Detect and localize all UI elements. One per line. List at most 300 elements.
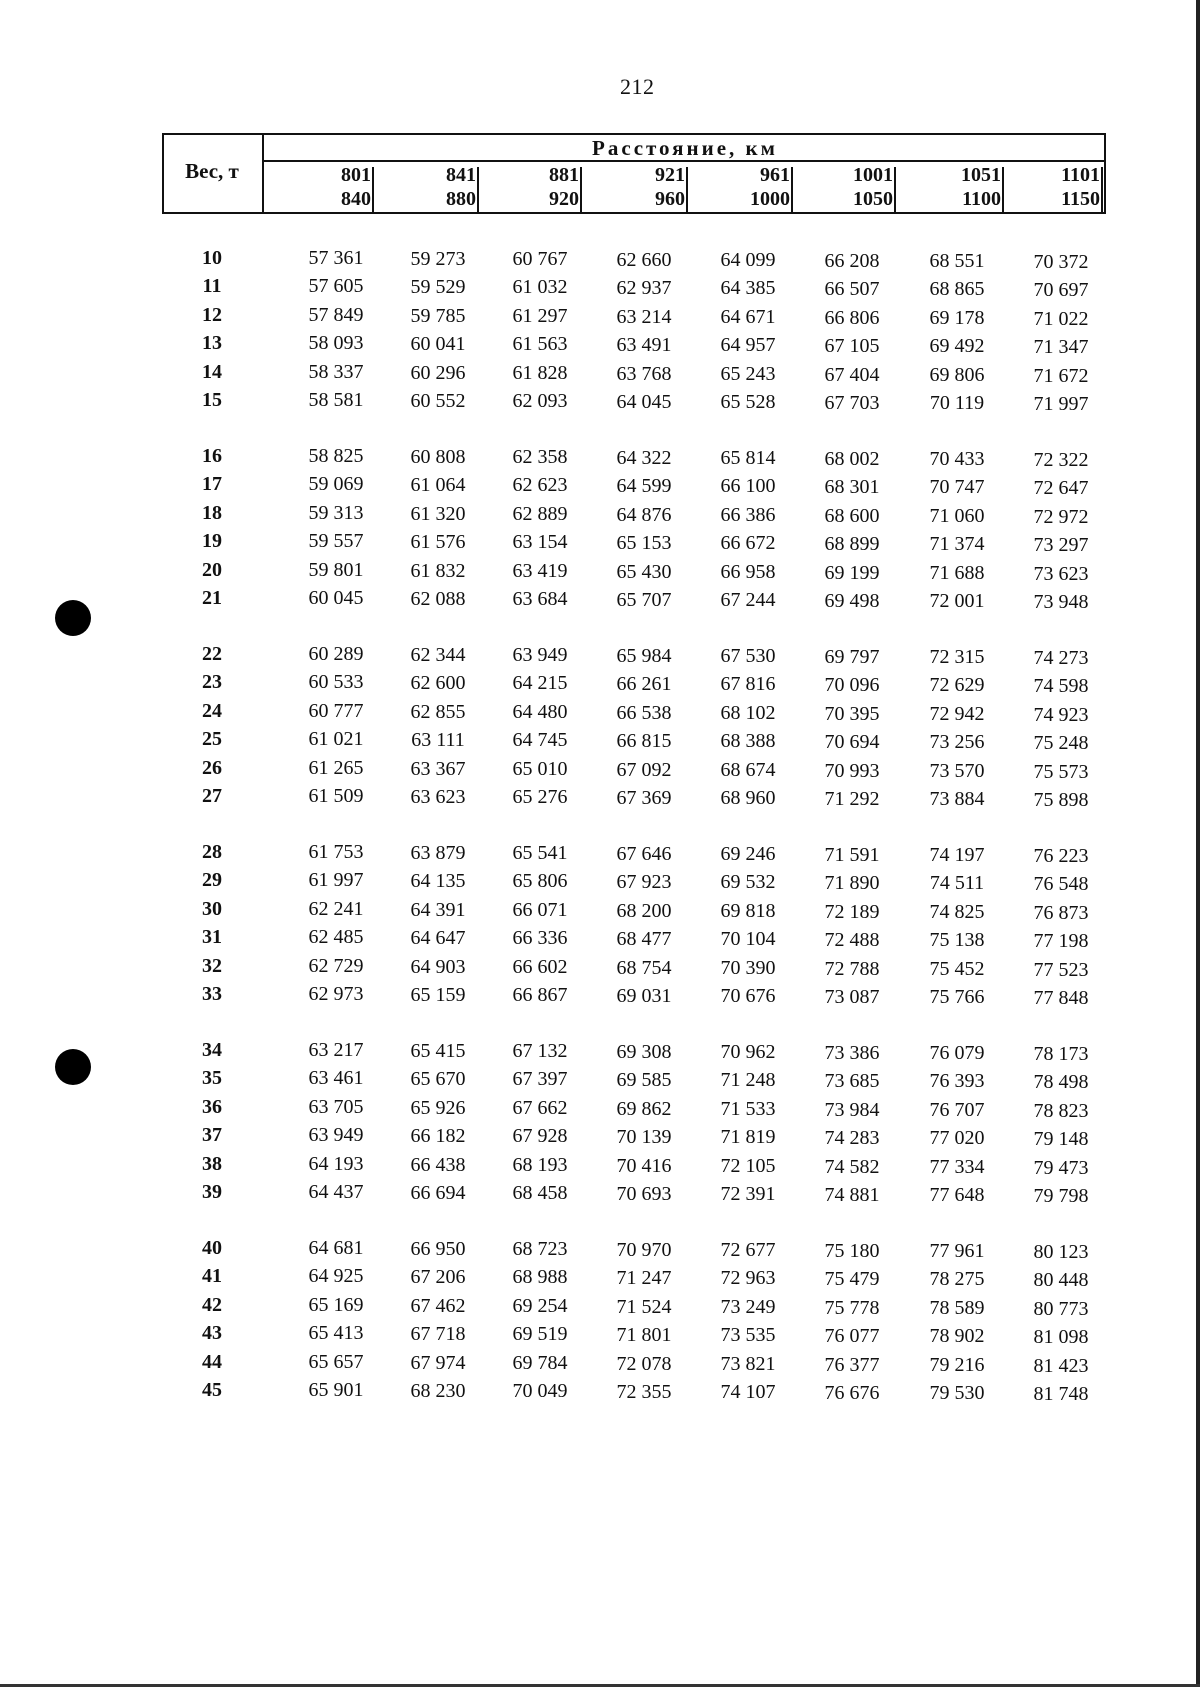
row-group bbox=[162, 1036, 1106, 1234]
tariff-cell: 66 208 bbox=[824, 250, 880, 272]
weight-cell: 16 bbox=[202, 445, 222, 467]
tariff-cell: 63 367 bbox=[410, 757, 466, 780]
tariff-cell: 72 629 bbox=[929, 674, 985, 697]
tariff-cell: 66 182 bbox=[410, 1125, 466, 1148]
tariff-cell: 61 563 bbox=[512, 333, 568, 356]
tariff-cell: 66 386 bbox=[720, 503, 776, 526]
weight-cell: 29 bbox=[202, 869, 222, 892]
distance-range-header bbox=[583, 161, 688, 214]
tariff-cell: 70 962 bbox=[720, 1041, 776, 1063]
table-row bbox=[162, 386, 1106, 414]
tariff-cell: 70 119 bbox=[929, 391, 985, 414]
table-row bbox=[162, 782, 1106, 810]
tariff-cell: 65 707 bbox=[616, 588, 672, 611]
row-group bbox=[162, 1234, 1106, 1432]
tariff-cell: 77 523 bbox=[1033, 958, 1089, 981]
table-row bbox=[162, 640, 1106, 668]
tariff-cell: 75 573 bbox=[1033, 760, 1089, 783]
tariff-cell: 62 660 bbox=[616, 249, 672, 271]
tariff-cell: 64 193 bbox=[308, 1152, 364, 1175]
tariff-cell: 71 997 bbox=[1033, 392, 1089, 415]
tariff-cell: 72 942 bbox=[929, 702, 985, 725]
tariff-cell: 73 821 bbox=[720, 1352, 776, 1375]
tariff-cell: 81 748 bbox=[1033, 1382, 1089, 1405]
tariff-cell: 71 524 bbox=[616, 1295, 672, 1318]
table-row bbox=[162, 697, 1106, 725]
tariff-cell: 67 928 bbox=[512, 1125, 568, 1148]
tariff-cell: 68 960 bbox=[720, 786, 776, 809]
table-row bbox=[162, 499, 1106, 527]
tariff-cell: 69 308 bbox=[616, 1041, 672, 1063]
tariff-cell: 67 923 bbox=[616, 871, 672, 894]
tariff-cell: 61 997 bbox=[308, 869, 364, 892]
range-to: 1100 bbox=[962, 188, 1001, 210]
tariff-cell: 65 243 bbox=[720, 362, 776, 385]
tariff-cell: 63 949 bbox=[308, 1124, 364, 1147]
tariff-cell: 65 901 bbox=[308, 1378, 364, 1401]
tariff-cell: 60 289 bbox=[308, 643, 364, 665]
tariff-cell: 64 437 bbox=[308, 1180, 364, 1203]
tariff-cell: 75 479 bbox=[824, 1268, 880, 1291]
table-row bbox=[162, 1291, 1106, 1319]
table-row bbox=[162, 895, 1106, 923]
tariff-cell: 73 984 bbox=[824, 1098, 880, 1121]
tariff-cell: 65 430 bbox=[616, 560, 672, 583]
tariff-cell: 61 064 bbox=[410, 474, 466, 497]
tariff-cell: 73 386 bbox=[824, 1042, 880, 1064]
tariff-cell: 65 159 bbox=[410, 983, 466, 1006]
range-from: 801 bbox=[341, 164, 371, 186]
tariff-cell: 69 031 bbox=[616, 984, 672, 1007]
tariff-cell: 77 961 bbox=[929, 1240, 985, 1262]
tariff-cell: 59 313 bbox=[308, 501, 364, 524]
tariff-cell: 64 876 bbox=[616, 503, 672, 526]
weight-cell: 14 bbox=[202, 360, 222, 383]
tariff-cell: 66 336 bbox=[512, 927, 568, 950]
tariff-cell: 63 214 bbox=[616, 305, 672, 328]
weight-cell: 11 bbox=[202, 275, 222, 298]
weight-cell: 21 bbox=[202, 586, 222, 609]
tariff-cell: 72 963 bbox=[720, 1267, 776, 1290]
tariff-cell: 66 507 bbox=[824, 278, 880, 301]
tariff-cell: 60 552 bbox=[410, 389, 466, 412]
tariff-cell: 76 393 bbox=[929, 1070, 985, 1093]
tariff-cell: 74 511 bbox=[929, 872, 985, 895]
tariff-cell: 68 193 bbox=[512, 1153, 568, 1176]
tariff-cell: 62 973 bbox=[308, 982, 364, 1005]
weight-cell: 28 bbox=[202, 841, 222, 863]
tariff-cell: 58 825 bbox=[308, 445, 364, 467]
weight-cell: 24 bbox=[202, 699, 222, 722]
tariff-cell: 64 681 bbox=[308, 1237, 364, 1259]
range-from: 921 bbox=[655, 164, 685, 186]
weight-cell: 43 bbox=[202, 1322, 222, 1345]
tariff-cell: 70 993 bbox=[824, 759, 880, 782]
tariff-cell: 63 461 bbox=[308, 1067, 364, 1090]
tariff-cell: 73 535 bbox=[720, 1324, 776, 1347]
tariff-cell: 76 548 bbox=[1033, 873, 1089, 896]
tariff-cell: 65 806 bbox=[512, 870, 568, 893]
tariff-cell: 61 832 bbox=[410, 559, 466, 582]
tariff-cell: 62 358 bbox=[512, 446, 568, 468]
tariff-cell: 69 862 bbox=[616, 1097, 672, 1120]
tariff-cell: 63 217 bbox=[308, 1039, 364, 1061]
tariff-cell: 62 623 bbox=[512, 474, 568, 497]
range-from: 961 bbox=[760, 164, 790, 186]
tariff-cell: 76 377 bbox=[824, 1353, 880, 1376]
table-row bbox=[162, 1121, 1106, 1149]
tariff-cell: 62 241 bbox=[308, 897, 364, 920]
weight-cell: 38 bbox=[202, 1152, 222, 1175]
weight-cell: 17 bbox=[202, 473, 222, 496]
tariff-cell: 81 098 bbox=[1033, 1326, 1089, 1349]
tariff-cell: 71 890 bbox=[824, 872, 880, 895]
tariff-cell: 67 816 bbox=[720, 673, 776, 696]
weight-cell: 34 bbox=[202, 1039, 222, 1061]
tariff-cell: 78 902 bbox=[929, 1325, 985, 1348]
tariff-cell: 68 002 bbox=[824, 448, 880, 470]
tariff-cell: 59 785 bbox=[410, 304, 466, 327]
tariff-cell: 67 369 bbox=[616, 786, 672, 809]
distance-header: Расстояние, км bbox=[592, 136, 778, 160]
tariff-cell: 69 498 bbox=[824, 589, 880, 612]
weight-cell: 39 bbox=[202, 1180, 222, 1203]
tariff-cell: 70 433 bbox=[929, 448, 985, 470]
tariff-cell: 69 806 bbox=[929, 363, 985, 386]
tariff-cell: 72 315 bbox=[929, 646, 985, 668]
tariff-cell: 64 135 bbox=[410, 870, 466, 893]
tariff-cell: 73 256 bbox=[929, 731, 985, 754]
tariff-cell: 76 079 bbox=[929, 1042, 985, 1064]
table-row bbox=[162, 1319, 1106, 1347]
range-from: 1001 bbox=[853, 164, 893, 186]
tariff-cell: 63 684 bbox=[512, 587, 568, 610]
tariff-cell: 66 538 bbox=[616, 701, 672, 724]
range-from: 841 bbox=[446, 164, 476, 186]
tariff-cell: 72 391 bbox=[720, 1182, 776, 1205]
tariff-cell: 72 078 bbox=[616, 1352, 672, 1375]
tariff-cell: 61 828 bbox=[512, 361, 568, 384]
table-row bbox=[162, 442, 1106, 470]
tariff-cell: 78 589 bbox=[929, 1296, 985, 1319]
tariff-cell: 62 344 bbox=[410, 644, 466, 666]
table-row bbox=[162, 556, 1106, 584]
tariff-cell: 61 265 bbox=[308, 756, 364, 779]
tariff-cell: 70 372 bbox=[1033, 251, 1089, 273]
tariff-cell: 77 334 bbox=[929, 1155, 985, 1178]
tariff-cell: 79 148 bbox=[1033, 1128, 1089, 1151]
tariff-cell: 65 528 bbox=[720, 390, 776, 413]
tariff-cell: 63 111 bbox=[411, 729, 465, 752]
tariff-cell: 67 132 bbox=[512, 1040, 568, 1062]
table-row bbox=[162, 668, 1106, 696]
table-row bbox=[162, 980, 1106, 1008]
weight-cell: 23 bbox=[202, 671, 222, 694]
tariff-cell: 70 747 bbox=[929, 476, 985, 499]
table-row bbox=[162, 584, 1106, 612]
weight-cell: 42 bbox=[202, 1293, 222, 1316]
tariff-cell: 74 107 bbox=[720, 1380, 776, 1403]
weight-cell: 20 bbox=[202, 558, 222, 581]
table-row bbox=[162, 866, 1106, 894]
table-row bbox=[162, 923, 1106, 951]
weight-cell: 44 bbox=[202, 1350, 222, 1373]
tariff-cell: 72 001 bbox=[929, 589, 985, 612]
table-row bbox=[162, 244, 1106, 272]
range-divider bbox=[1101, 167, 1103, 213]
tariff-cell: 75 898 bbox=[1033, 788, 1089, 811]
tariff-cell: 62 889 bbox=[512, 502, 568, 525]
tariff-cell: 60 808 bbox=[410, 446, 466, 468]
row-group bbox=[162, 838, 1106, 1036]
range-to: 960 bbox=[655, 188, 685, 210]
tariff-cell: 70 395 bbox=[824, 702, 880, 725]
table-body bbox=[162, 244, 1106, 1432]
tariff-cell: 76 676 bbox=[824, 1381, 880, 1404]
tariff-cell: 66 815 bbox=[616, 730, 672, 753]
tariff-cell: 60 777 bbox=[308, 699, 364, 722]
tariff-cell: 65 926 bbox=[410, 1096, 466, 1119]
weight-cell: 41 bbox=[202, 1265, 222, 1288]
tariff-cell: 67 974 bbox=[410, 1351, 466, 1374]
tariff-cell: 69 199 bbox=[824, 561, 880, 584]
tariff-cell: 68 301 bbox=[824, 476, 880, 499]
distance-range-header bbox=[477, 161, 582, 214]
tariff-cell: 66 438 bbox=[410, 1153, 466, 1176]
tariff-cell: 62 937 bbox=[616, 277, 672, 300]
tariff-cell: 58 093 bbox=[308, 332, 364, 355]
table-row bbox=[162, 358, 1106, 386]
tariff-cell: 75 180 bbox=[824, 1240, 880, 1262]
tariff-cell: 67 662 bbox=[512, 1096, 568, 1119]
weight-cell: 45 bbox=[202, 1378, 222, 1401]
tariff-cell: 65 276 bbox=[512, 785, 568, 808]
range-to: 1150 bbox=[1061, 188, 1100, 210]
tariff-cell: 77 648 bbox=[929, 1183, 985, 1206]
tariff-cell: 71 801 bbox=[616, 1324, 672, 1347]
tariff-cell: 67 105 bbox=[824, 335, 880, 358]
tariff-cell: 63 879 bbox=[410, 842, 466, 864]
tariff-cell: 65 413 bbox=[308, 1322, 364, 1345]
tariff-cell: 71 819 bbox=[720, 1126, 776, 1149]
tariff-cell: 59 529 bbox=[410, 276, 466, 299]
tariff-cell: 67 462 bbox=[410, 1294, 466, 1317]
tariff-cell: 71 672 bbox=[1033, 364, 1089, 387]
tariff-cell: 69 246 bbox=[720, 843, 776, 865]
tariff-cell: 61 753 bbox=[308, 841, 364, 863]
tariff-cell: 68 477 bbox=[616, 928, 672, 951]
weight-cell: 10 bbox=[202, 247, 222, 269]
tariff-cell: 74 825 bbox=[929, 900, 985, 923]
tariff-cell: 68 988 bbox=[512, 1266, 568, 1289]
tariff-cell: 71 347 bbox=[1033, 336, 1089, 359]
tariff-cell: 68 723 bbox=[512, 1238, 568, 1260]
range-from: 881 bbox=[549, 164, 579, 186]
tariff-cell: 65 153 bbox=[616, 532, 672, 555]
tariff-cell: 74 923 bbox=[1033, 703, 1089, 726]
tariff-cell: 64 903 bbox=[410, 955, 466, 978]
tariff-cell: 65 010 bbox=[512, 757, 568, 780]
tariff-cell: 66 950 bbox=[410, 1238, 466, 1260]
tariff-cell: 80 773 bbox=[1033, 1297, 1089, 1320]
tariff-cell: 75 452 bbox=[929, 957, 985, 980]
tariff-cell: 62 485 bbox=[308, 926, 364, 949]
tariff-cell: 69 532 bbox=[720, 871, 776, 894]
tariff-cell: 68 200 bbox=[616, 899, 672, 922]
tariff-cell: 70 096 bbox=[824, 674, 880, 697]
tariff-cell: 68 102 bbox=[720, 701, 776, 724]
tariff-cell: 74 273 bbox=[1033, 647, 1089, 669]
tariff-cell: 62 088 bbox=[410, 587, 466, 610]
tariff-cell: 64 647 bbox=[410, 927, 466, 950]
table-row bbox=[162, 1064, 1106, 1092]
tariff-cell: 73 948 bbox=[1033, 590, 1089, 613]
tariff-cell: 59 801 bbox=[308, 558, 364, 581]
tariff-cell: 65 984 bbox=[616, 645, 672, 667]
tariff-cell: 74 283 bbox=[824, 1127, 880, 1150]
weight-cell: 15 bbox=[202, 388, 222, 411]
table-row bbox=[162, 272, 1106, 300]
tariff-cell: 57 849 bbox=[308, 303, 364, 326]
tariff-cell: 65 670 bbox=[410, 1068, 466, 1091]
tariff-cell: 67 092 bbox=[616, 758, 672, 781]
tariff-cell: 73 087 bbox=[824, 985, 880, 1008]
tariff-cell: 65 541 bbox=[512, 842, 568, 864]
tariff-cell: 69 784 bbox=[512, 1351, 568, 1374]
table-row bbox=[162, 470, 1106, 498]
tariff-cell: 59 069 bbox=[308, 473, 364, 496]
tariff-cell: 72 788 bbox=[824, 957, 880, 980]
range-from: 1051 bbox=[961, 164, 1001, 186]
tariff-cell: 63 419 bbox=[512, 559, 568, 582]
tariff-cell: 67 397 bbox=[512, 1068, 568, 1091]
tariff-cell: 75 248 bbox=[1033, 732, 1089, 755]
tariff-cell: 64 599 bbox=[616, 475, 672, 498]
weight-cell: 26 bbox=[202, 756, 222, 779]
tariff-cell: 72 677 bbox=[720, 1239, 776, 1261]
weight-cell: 19 bbox=[202, 530, 222, 553]
weight-cell: 33 bbox=[202, 982, 222, 1005]
tariff-cell: 70 139 bbox=[616, 1126, 672, 1149]
range-divider bbox=[894, 167, 896, 213]
tariff-cell: 69 178 bbox=[929, 306, 985, 329]
tariff-cell: 73 884 bbox=[929, 787, 985, 810]
tariff-cell: 72 972 bbox=[1033, 505, 1089, 528]
tariff-cell: 62 855 bbox=[410, 700, 466, 723]
tariff-cell: 78 173 bbox=[1033, 1043, 1089, 1065]
tariff-cell: 66 261 bbox=[616, 673, 672, 696]
tariff-cell: 74 598 bbox=[1033, 675, 1089, 698]
weight-cell: 36 bbox=[202, 1095, 222, 1118]
tariff-cell: 71 247 bbox=[616, 1267, 672, 1290]
tariff-cell: 60 767 bbox=[512, 248, 568, 270]
tariff-cell: 62 729 bbox=[308, 954, 364, 977]
distance-range-header bbox=[374, 161, 479, 214]
tariff-cell: 60 296 bbox=[410, 361, 466, 384]
tariff-cell: 75 778 bbox=[824, 1296, 880, 1319]
tariff-cell: 68 754 bbox=[616, 956, 672, 979]
tariff-cell: 79 798 bbox=[1033, 1184, 1089, 1207]
tariff-cell: 81 423 bbox=[1033, 1354, 1089, 1377]
tariff-cell: 78 823 bbox=[1033, 1099, 1089, 1122]
row-group bbox=[162, 244, 1106, 442]
tariff-cell: 60 533 bbox=[308, 671, 364, 694]
tariff-cell: 71 060 bbox=[929, 504, 985, 527]
tariff-cell: 72 355 bbox=[616, 1380, 672, 1403]
tariff-cell: 61 320 bbox=[410, 502, 466, 525]
tariff-cell: 66 867 bbox=[512, 983, 568, 1006]
punch-hole bbox=[55, 1049, 91, 1085]
tariff-cell: 77 020 bbox=[929, 1127, 985, 1150]
tariff-cell: 60 045 bbox=[308, 586, 364, 609]
tariff-cell: 65 814 bbox=[720, 447, 776, 469]
tariff-cell: 63 491 bbox=[616, 334, 672, 357]
tariff-cell: 72 189 bbox=[824, 900, 880, 923]
tariff-cell: 68 899 bbox=[824, 533, 880, 556]
tariff-cell: 73 297 bbox=[1033, 534, 1089, 557]
range-to: 1050 bbox=[853, 188, 893, 210]
tariff-cell: 63 768 bbox=[616, 362, 672, 385]
tariff-cell: 69 585 bbox=[616, 1069, 672, 1092]
tariff-cell: 71 688 bbox=[929, 561, 985, 584]
table-row bbox=[162, 754, 1106, 782]
tariff-cell: 73 570 bbox=[929, 759, 985, 782]
weight-cell: 31 bbox=[202, 926, 222, 949]
tariff-cell: 65 657 bbox=[308, 1350, 364, 1373]
range-from: 1101 bbox=[1061, 164, 1100, 186]
distance-range-header bbox=[269, 161, 374, 214]
tariff-cell: 74 881 bbox=[824, 1183, 880, 1206]
row-group bbox=[162, 442, 1106, 640]
tariff-cell: 65 169 bbox=[308, 1293, 364, 1316]
tariff-cell: 70 693 bbox=[616, 1182, 672, 1205]
weight-cell: 13 bbox=[202, 332, 222, 355]
weight-cell: 35 bbox=[202, 1067, 222, 1090]
tariff-cell: 69 519 bbox=[512, 1323, 568, 1346]
tariff-cell: 76 707 bbox=[929, 1098, 985, 1121]
tariff-cell: 72 322 bbox=[1033, 449, 1089, 471]
tariff-cell: 68 600 bbox=[824, 504, 880, 527]
table-row bbox=[162, 725, 1106, 753]
tariff-cell: 72 105 bbox=[720, 1154, 776, 1177]
tariff-cell: 68 230 bbox=[410, 1379, 466, 1402]
tariff-cell: 71 533 bbox=[720, 1097, 776, 1120]
tariff-cell: 79 530 bbox=[929, 1381, 985, 1404]
tariff-cell: 77 848 bbox=[1033, 986, 1089, 1009]
tariff-cell: 58 337 bbox=[308, 360, 364, 383]
weight-cell: 30 bbox=[202, 897, 222, 920]
tariff-cell: 61 509 bbox=[308, 784, 364, 807]
weight-cell: 25 bbox=[202, 728, 222, 751]
tariff-cell: 64 322 bbox=[616, 447, 672, 469]
weight-cell: 37 bbox=[202, 1124, 222, 1147]
tariff-cell: 67 244 bbox=[720, 588, 776, 611]
tariff-cell: 67 718 bbox=[410, 1323, 466, 1346]
tariff-cell: 78 275 bbox=[929, 1268, 985, 1291]
tariff-cell: 70 970 bbox=[616, 1239, 672, 1261]
range-to: 1000 bbox=[750, 188, 790, 210]
distance-range-header bbox=[791, 161, 896, 214]
tariff-cell: 72 488 bbox=[824, 929, 880, 952]
row-group bbox=[162, 640, 1106, 838]
table-row bbox=[162, 1348, 1106, 1376]
tariff-cell: 64 925 bbox=[308, 1265, 364, 1288]
tariff-cell: 80 123 bbox=[1033, 1241, 1089, 1263]
tariff-cell: 75 766 bbox=[929, 985, 985, 1008]
table-row bbox=[162, 1234, 1106, 1262]
table-row bbox=[162, 838, 1106, 866]
tariff-cell: 79 473 bbox=[1033, 1156, 1089, 1179]
